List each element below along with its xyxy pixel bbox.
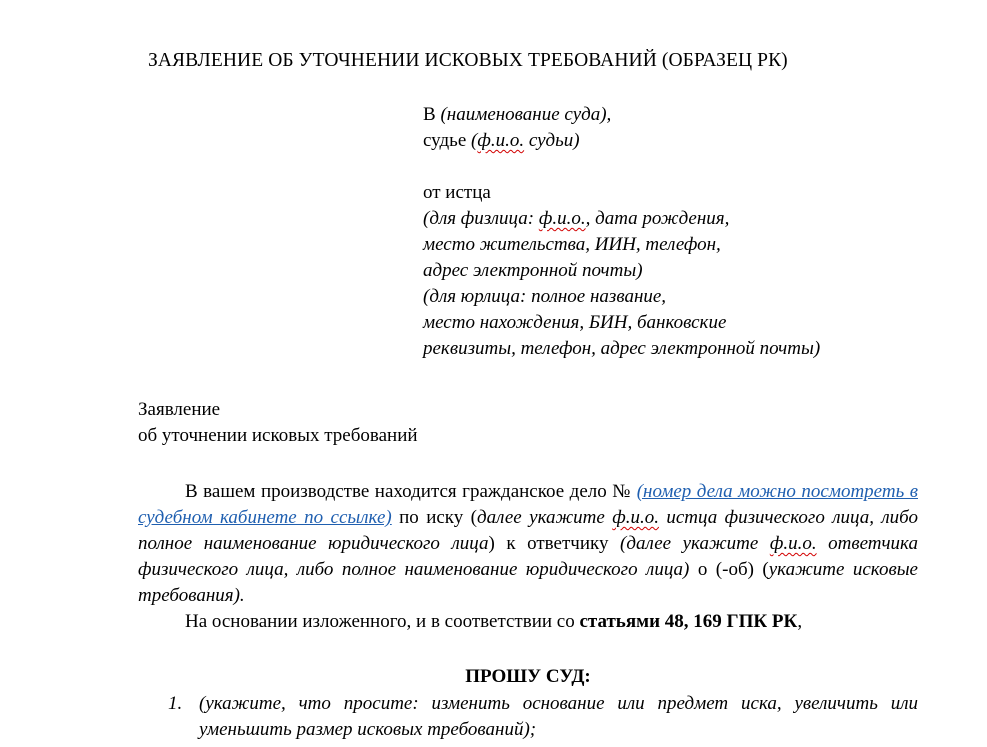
list-item-text: (укажите, что просите: изменить основание или предмет иска, увеличить или уменьшить размер исковых требований); (199, 693, 918, 740)
statement-heading (138, 397, 418, 449)
judge-line: судье (ф.и.о. судьи) (423, 130, 580, 151)
list-item (138, 691, 918, 743)
list-item-number: 1. (168, 693, 183, 714)
legal-line-3: реквизиты, телефон, адрес электронной почты) (423, 338, 821, 359)
court-placeholder: (наименование суда), (440, 104, 612, 125)
law-articles: статьями 48, 169 ГПК РК (579, 611, 798, 632)
spellcheck-word[interactable]: ф.и.о. (612, 507, 659, 528)
court-line: В (наименование суда), (423, 104, 612, 125)
document-title: ЗАЯВЛЕНИЕ ОБ УТОЧНЕНИИ ИСКОВЫХ ТРЕБОВАНИЙ (ОБРАЗЕЦ РК) (148, 50, 788, 71)
legal-line-1: (для юрлица: полное название, (423, 286, 667, 307)
heading-line-1: Заявление (138, 399, 221, 420)
individual-line-2: место жительства, ИИН, телефон, (423, 234, 721, 255)
addressee-block (423, 102, 943, 362)
ask-heading: ПРОШУ СУД: (465, 666, 591, 687)
case-number-link[interactable]: (номер дела можно посмотреть в судебном кабинете по ссылке) (138, 481, 918, 528)
spellcheck-word[interactable]: ф.и.о. (477, 130, 525, 151)
individual-line-3: адрес электронной почты) (423, 260, 643, 281)
from-plaintiff-label: от истца (423, 182, 491, 203)
individual-line-1: (для физлица: ф.и.о., дата рождения, (423, 208, 730, 229)
paragraph-2: На основании изложенного, и в соответствии со статьями 48, 169 ГПК РК, (185, 611, 803, 632)
legal-line-2: место нахождения, БИН, банковские (423, 312, 727, 333)
spellcheck-word[interactable]: ф.и.о. (538, 208, 586, 229)
requests-list (138, 691, 918, 743)
paragraph-1: В вашем производстве находится гражданское дело № (номер дела можно посмотреть в судебном кабинете по ссылке) по иску (далее укажите ф.и.о. истца физического лица, либо полное наименование юридического лица) к ответчику (далее укажите ф.и.о. ответчика физического лица, либо полное наименование юридического лица) о (-об) (укажите исковые требования). (138, 481, 918, 606)
spellcheck-word[interactable]: ф.и.о. (769, 533, 817, 554)
body-text (138, 479, 918, 635)
heading-line-2: об уточнении исковых требований (138, 425, 418, 446)
